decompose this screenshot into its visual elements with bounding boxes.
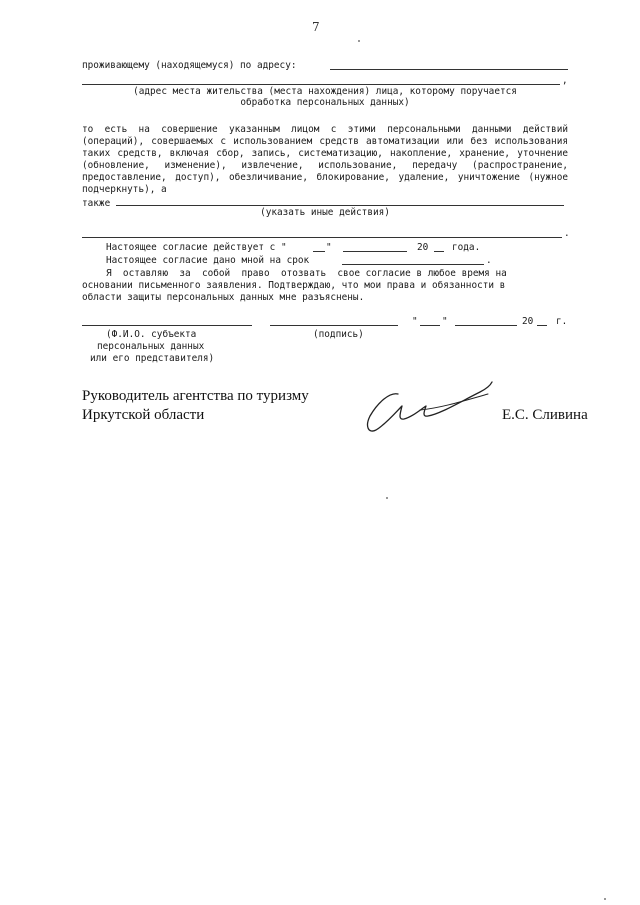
validity-year-suffix: года. bbox=[452, 242, 481, 253]
fio-caption-2: персональных данных bbox=[97, 341, 205, 352]
fio-caption-3: или его представителя) bbox=[90, 353, 215, 364]
date-year-suffix: г. bbox=[556, 316, 568, 327]
actions-text: то есть на совершение указанным лицом с этими персональными данными действий (операций), совершаемых с использованием средств автоматизации или без использования таких средств, включая сбор, запись, систематизацию, накопление, хранение, уточнение (обновление, изменение), извлечение, использование, передачу (распространение, предоставление, доступ), обезличивание, блокирование, удаление, уничтожение (нужное подчеркнуть), а bbox=[82, 124, 568, 195]
date-month-line bbox=[455, 325, 517, 326]
validity-quote-close: " bbox=[326, 242, 332, 253]
validity-day-line bbox=[313, 251, 325, 252]
handwritten-signature bbox=[360, 372, 500, 442]
validity-year-line bbox=[434, 251, 444, 252]
sign-fill-line bbox=[270, 325, 398, 326]
page-number: 7 bbox=[312, 20, 320, 34]
actions-dot: . bbox=[564, 228, 570, 239]
date-day-line bbox=[420, 325, 440, 326]
date-year-line bbox=[537, 325, 547, 326]
fio-fill-line bbox=[82, 325, 252, 326]
validity-month-line bbox=[343, 251, 407, 252]
revocation-line-3: области защиты персональных данных мне разъяснены. bbox=[82, 292, 365, 303]
term-text: Настоящее согласие дано мной на срок bbox=[106, 255, 310, 266]
revocation-line-2: основании письменного заявления. Подтверждаю, что мои права и обязанности в bbox=[82, 280, 506, 291]
signatory-name: Е.С. Сливина bbox=[502, 407, 588, 423]
address-fill-line bbox=[330, 69, 568, 70]
term-fill-line bbox=[342, 264, 484, 265]
scan-speck bbox=[604, 898, 606, 900]
actions-fill-line bbox=[116, 196, 564, 206]
address-comma: , bbox=[562, 75, 568, 86]
actions-paragraph bbox=[82, 124, 568, 210]
actions-also: также bbox=[82, 198, 111, 209]
date-quote-open: " bbox=[412, 316, 418, 327]
address-lead: проживающему (находящемуся) по адресу: bbox=[82, 60, 297, 71]
date-year-prefix: 20 bbox=[522, 316, 534, 327]
address-caption-2: обработка персональных данных) bbox=[240, 97, 410, 108]
address-fill-line-2 bbox=[82, 84, 560, 85]
revocation-line-1: Я оставляю за собой право отозвать свое согласие в любое время на bbox=[106, 268, 507, 279]
validity-year-prefix: 20 bbox=[417, 242, 429, 253]
position-line-2: Иркутской области bbox=[82, 407, 205, 423]
scan-speck bbox=[358, 40, 360, 42]
term-dot: . bbox=[486, 255, 492, 266]
sign-caption: (подпись) bbox=[313, 329, 364, 340]
scan-speck bbox=[386, 497, 388, 499]
date-quote-close: " bbox=[442, 316, 448, 327]
position-line-1: Руководитель агентства по туризму bbox=[82, 388, 309, 404]
fio-caption-1: (Ф.И.О. субъекта bbox=[106, 329, 197, 340]
address-caption-1: (адрес места жительства (места нахождения) лица, которому поручается bbox=[133, 86, 517, 97]
actions-fill-line-2 bbox=[82, 237, 562, 238]
actions-caption: (указать иные действия) bbox=[260, 207, 390, 218]
validity-prefix: Настоящее согласие действует с " bbox=[106, 242, 287, 253]
